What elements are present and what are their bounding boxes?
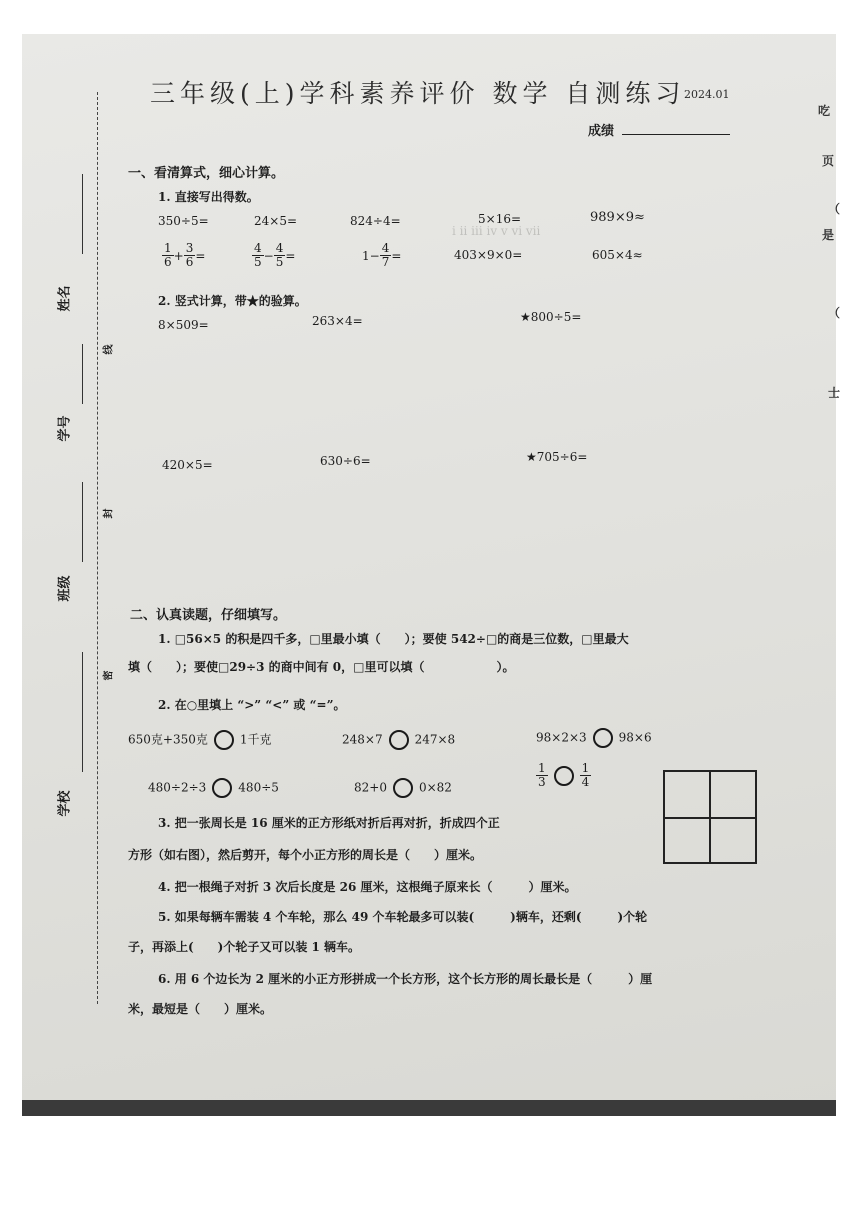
s2-q2-label: 2. 在○里填上 “>” “<” 或 “=”。 <box>158 698 346 712</box>
page-title: 三年级(上)学科素养评价 数学 自测练习 <box>150 79 686 108</box>
vertical-calc-6: ★705÷6= <box>526 450 588 464</box>
exam-date: 2024.01 <box>684 88 730 101</box>
class-label: 班级 <box>57 575 73 602</box>
vertical-calc-1: 8×509= <box>158 318 209 332</box>
right-edge-char: 士 <box>828 386 841 400</box>
photo-bottom-shadow <box>22 1100 836 1116</box>
margin-mark-line: 线 <box>103 344 115 355</box>
compare-4: 480÷2÷3 480÷5 <box>148 778 279 798</box>
q1-label: 1. 直接写出得数。 <box>158 190 259 204</box>
compare-circle[interactable] <box>212 778 232 798</box>
right-edge-char: 是 <box>822 228 835 242</box>
compare-circle[interactable] <box>214 730 234 750</box>
class-blank-line <box>82 482 83 562</box>
calc-2-5: 605×4≈ <box>592 248 643 262</box>
vertical-calc-4: 420×5= <box>162 458 213 472</box>
s2-q6-line2: 米，最短是（ ）厘米。 <box>128 1002 273 1016</box>
right-edge-char: （ <box>828 202 841 216</box>
right-edge-char: 吃 <box>818 104 831 118</box>
q2-label: 2. 竖式计算，带★的验算。 <box>158 294 307 308</box>
s2-q4: 4. 把一根绳子对折 3 次后长度是 26 厘米，这根绳子原来长（ ）厘米。 <box>158 880 577 894</box>
exam-photo <box>22 34 841 1116</box>
s2-q5-line2: 子，再添上( )个轮子又可以装 1 辆车。 <box>128 940 361 954</box>
section1-heading: 一、看清算式，细心计算。 <box>128 166 285 181</box>
s2-q3-line1: 3. 把一张周长是 16 厘米的正方形纸对折后再对折，折成四个正 <box>158 816 500 830</box>
calc-1-5: 989×9≈ <box>590 210 645 225</box>
frac-expr-2: $\frac{4}{5}$ − $\frac{4}{5}$ = <box>254 241 296 269</box>
student-no-label: 学号 <box>57 415 73 442</box>
frac-expr-1: $\frac{1}{6}$ + $\frac{3}{6}$ = <box>164 241 206 269</box>
margin-mark-seal: 封 <box>103 508 115 519</box>
school-blank-line <box>82 652 83 772</box>
calc-1-1: 350÷5= <box>158 214 209 228</box>
section2-heading: 二、认真读题，仔细填写。 <box>130 608 287 623</box>
compare-circle[interactable] <box>393 778 413 798</box>
s2-q1-line2: 填（ ）；要使□29÷3 的商中间有 0，□里可以填（ ）。 <box>128 660 515 674</box>
compare-1: 650克+350克 1千克 <box>128 730 272 750</box>
name-blank-line <box>82 174 83 254</box>
vertical-calc-2: 263×4= <box>312 314 363 328</box>
compare-circle[interactable] <box>389 730 409 750</box>
calc-1-3: 824÷4= <box>350 214 401 228</box>
right-edge-char: 页 <box>822 154 835 168</box>
right-edge-char: （ <box>828 306 841 320</box>
compare-circle[interactable] <box>554 766 574 786</box>
binding-dash-line <box>97 92 98 1004</box>
compare-3: 98×2×3 98×6 <box>536 728 652 748</box>
calc-2-4: 403×9×0= <box>454 248 523 262</box>
compare-circle[interactable] <box>593 728 613 748</box>
vertical-calc-3: ★800÷5= <box>520 310 582 324</box>
student-no-blank-line <box>82 344 83 404</box>
name-label: 姓名 <box>57 285 73 312</box>
s2-q3-line2: 方形（如右图），然后剪开，每个小正方形的周长是（ ）厘米。 <box>128 848 483 862</box>
score-label: 成绩 <box>588 124 615 139</box>
s2-q6-line1: 6. 用 6 个边长为 2 厘米的小正方形拼成一个长方形，这个长方形的周长最长是（ ）厘 <box>158 972 653 986</box>
vertical-calc-5: 630÷6= <box>320 454 371 468</box>
compare-6: $\frac{1}{3}$ $\frac{1}{4}$ <box>538 761 590 789</box>
calc-1-2: 24×5= <box>254 214 298 228</box>
calc-1-4: 5×16= <box>478 212 522 226</box>
s2-q5-line1: 5. 如果每辆车需装 4 个车轮，那么 49 个车轮最多可以装( )辆车，还剩( )个轮 <box>158 910 648 924</box>
bleed-text: ⅰ ⅱ ⅲ ⅳ ⅴ ⅵ ⅶ <box>452 224 541 238</box>
score-blank <box>622 134 730 135</box>
s2-q1-line1: 1. □56×5 的积是四千多，□里最小填（ ）；要使 542÷□的商是三位数，□里最大 <box>158 632 629 646</box>
frac-expr-3: 1− $\frac{4}{7}$ = <box>362 241 402 269</box>
grid-vertical-fold <box>709 772 711 862</box>
school-label: 学校 <box>57 790 73 817</box>
compare-5: 82+0 0×82 <box>354 778 452 798</box>
folded-square-figure <box>663 770 757 864</box>
compare-2: 248×7 247×8 <box>342 730 455 750</box>
margin-mark-secret: 密 <box>103 670 115 681</box>
